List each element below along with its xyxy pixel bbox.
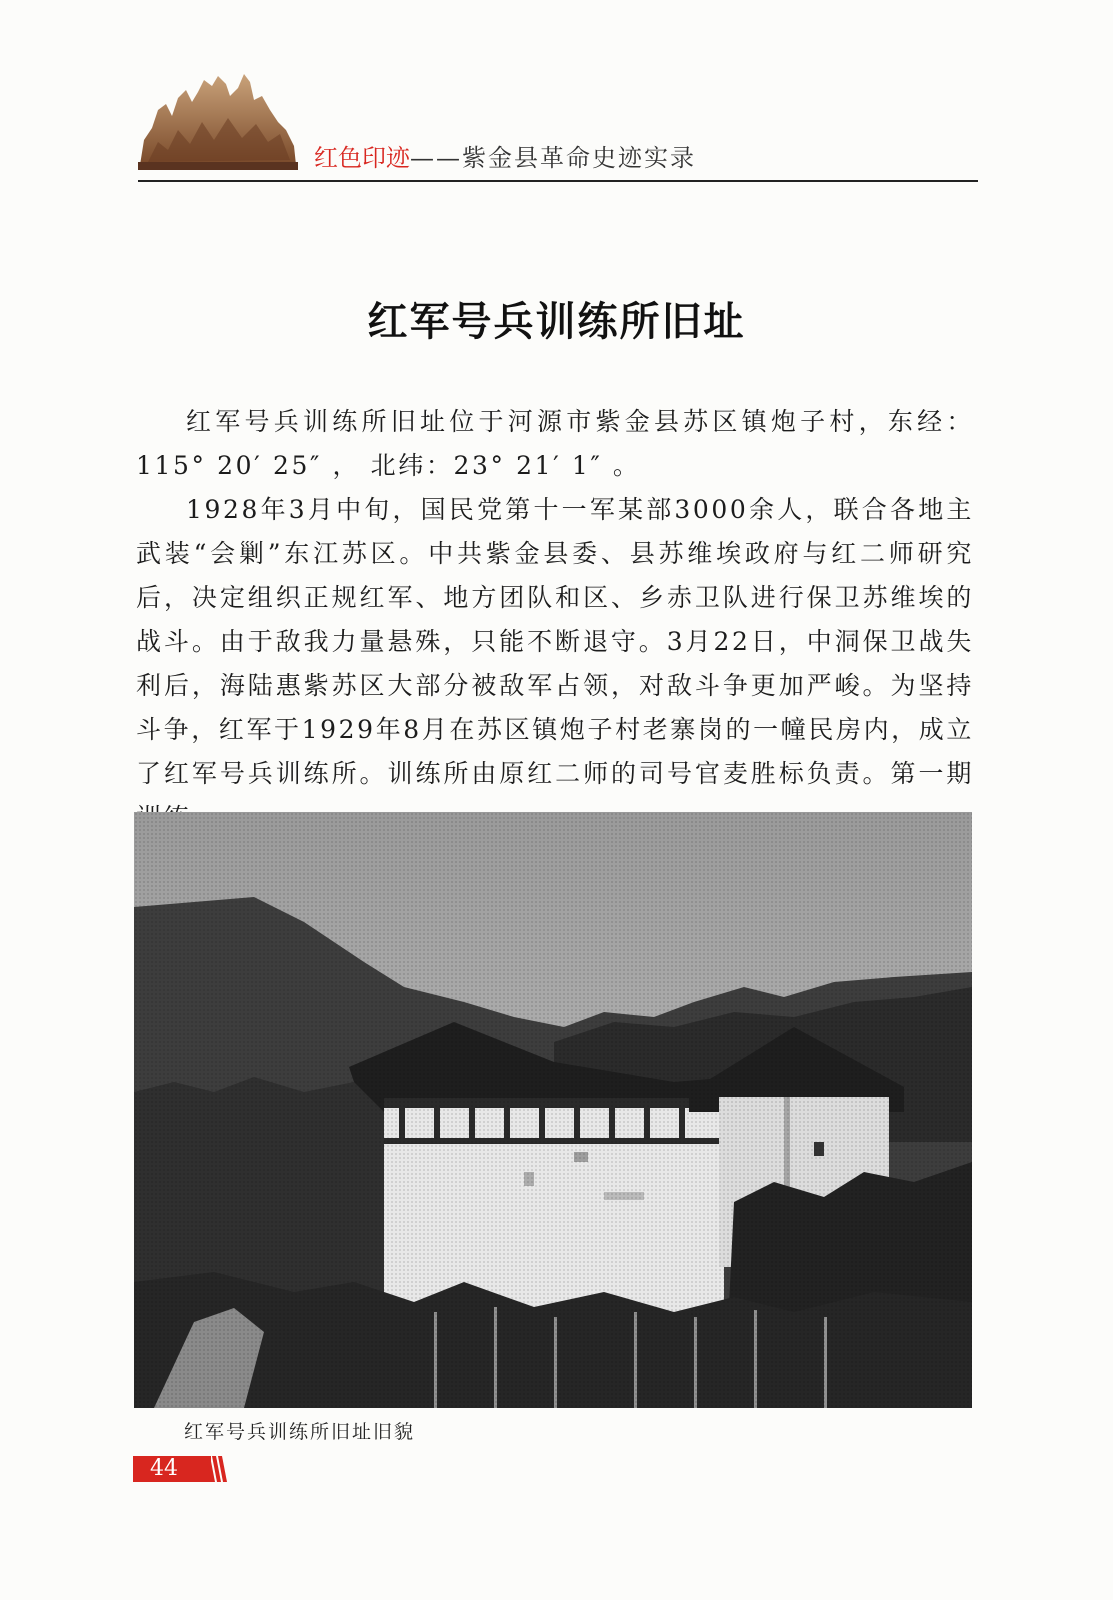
paragraph-2: 1928年3月中旬，国民党第十一军某部3000余人，联合各地主武装“会剿”东江苏区。中共紫金县委、县苏维埃政府与红二师研究后，决定组织正规红军、地方团队和区、乡赤卫队进行保卫苏维埃的战斗。由于敌我力量悬殊，只能不断退守。3月22日，中洞保卫战失利后，海陆惠紫苏区大部分被敌军占领，对敌斗争更加严峻。为坚持斗争，红军于1929年8月在苏区镇炮子村老寨岗的一幢民房内，成立了红军号兵训练所。训练所由原红二师的司号官麦胜标负责。第一期 — [136, 495, 974, 788]
paragraph-1: 红军号兵训练所旧址位于河源市紫金县苏区镇炮子村，东经：115° 20′ 25″ ， 北纬：23° 21′ 1″ 。 — [136, 407, 974, 480]
photo-caption: 红军号兵训练所旧址旧貌 — [184, 1421, 416, 1443]
series-subtitle: 紫金县革命史迹实录 — [462, 144, 696, 172]
page-title: 红军号兵训练所旧址 — [367, 298, 746, 345]
series-title-dash: —— — [410, 144, 462, 172]
historic-photo — [134, 812, 972, 1408]
page-number: 44 — [150, 1456, 178, 1481]
slash-decoration-icon — [206, 1456, 228, 1482]
house-photo-image — [134, 812, 972, 1408]
body-text — [136, 400, 974, 840]
header-rule — [138, 180, 978, 182]
sculpture-image — [138, 70, 298, 170]
series-title — [314, 138, 696, 173]
series-title-red: 红色印迹 — [314, 145, 410, 172]
page-header — [138, 70, 978, 186]
